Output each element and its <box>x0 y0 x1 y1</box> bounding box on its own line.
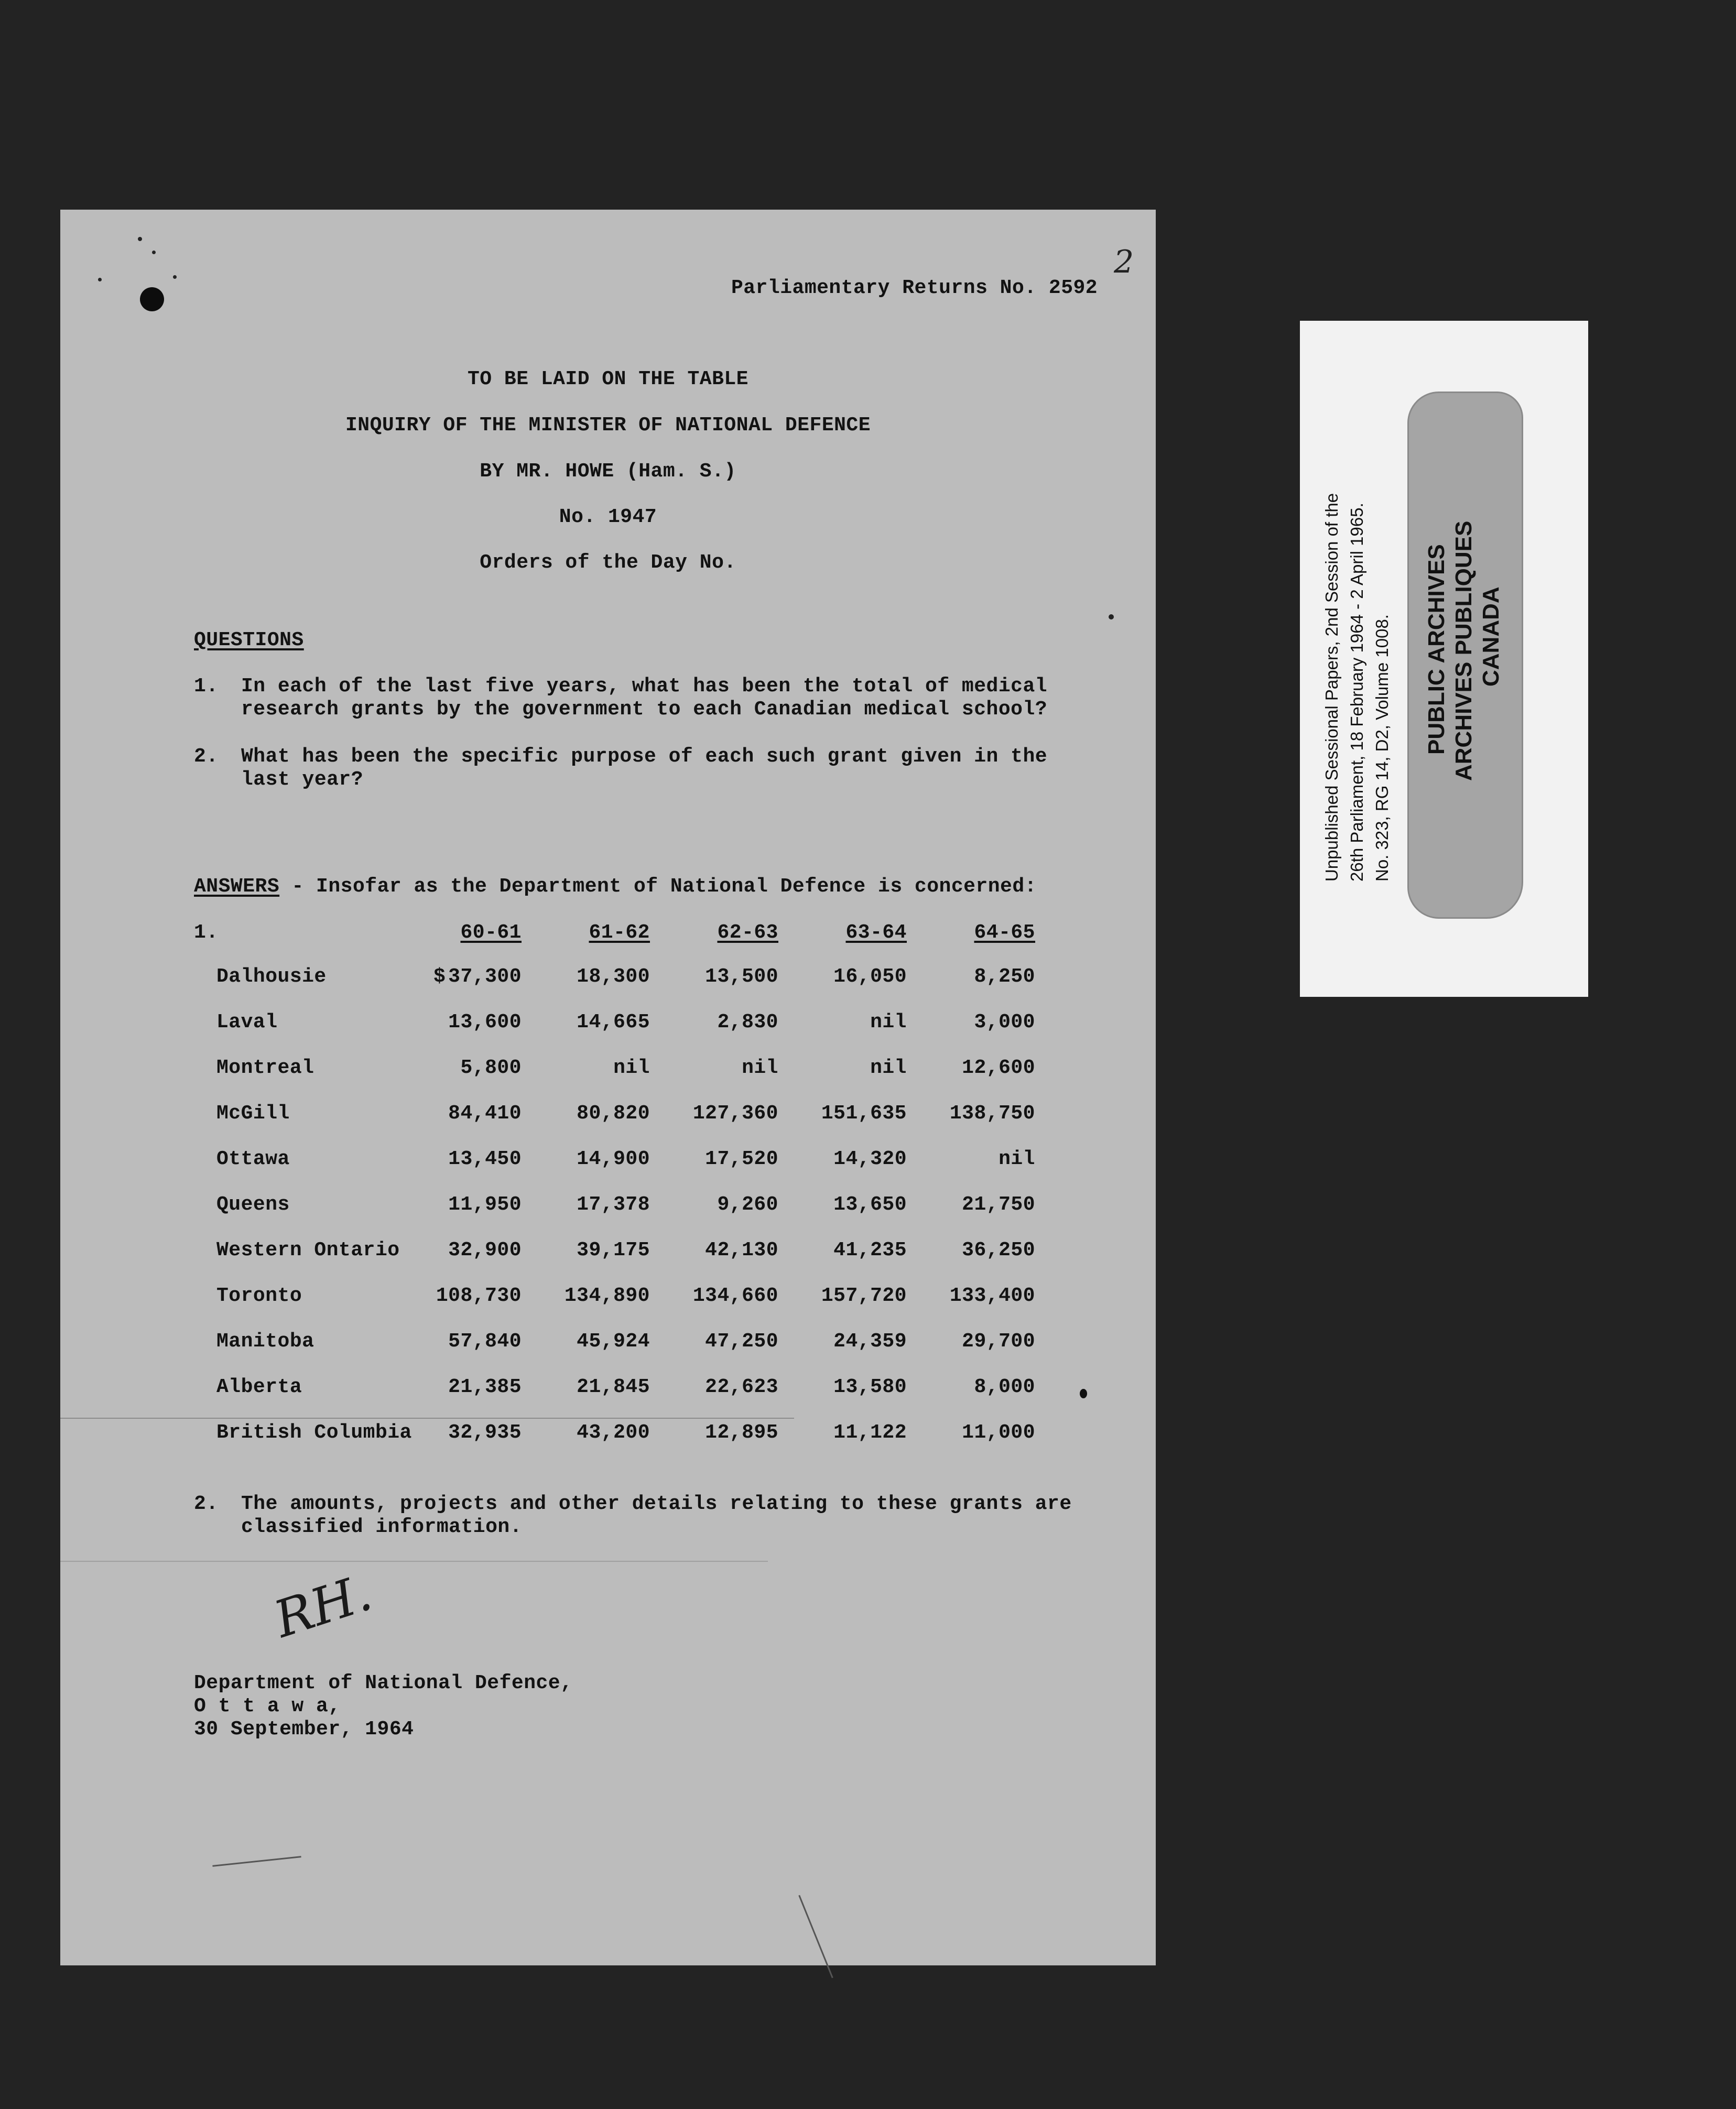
grant-amount: 84,410 <box>448 1102 522 1125</box>
grant-amount: 127,360 <box>692 1102 778 1125</box>
grant-amount: 14,320 <box>833 1148 907 1170</box>
archive-citation-line-1: Unpublished Sessional Papers, 2nd Session of the <box>1322 493 1341 882</box>
question-1-number: 1. <box>194 675 219 698</box>
grant-amount: 11,122 <box>833 1421 907 1444</box>
crease-line <box>60 1561 768 1562</box>
signature-line-2: O t t a w a, <box>194 1695 341 1717</box>
currency-symbol: $ <box>433 965 446 988</box>
grant-amount: 12,600 <box>962 1057 1035 1079</box>
title-line-4: No. 1947 <box>559 506 657 528</box>
grant-amount: 13,650 <box>833 1193 907 1216</box>
grant-amount: 37,300 <box>448 965 522 988</box>
grant-amount: 36,250 <box>962 1239 1035 1262</box>
question-1-line-1: In each of the last five years, what has been the total of medical <box>241 675 1048 698</box>
grant-amount: 17,378 <box>577 1193 650 1216</box>
ink-speck <box>152 251 156 254</box>
grant-amount: 11,950 <box>448 1193 522 1216</box>
pencil-mark <box>798 1895 833 1978</box>
archive-citation-line-2: 26th Parliament, 18 February 1964 - 2 April 1965. <box>1347 503 1366 882</box>
crease-line <box>60 1418 794 1419</box>
school-name: Alberta <box>216 1376 302 1398</box>
questions-heading: QUESTIONS <box>194 629 304 651</box>
grant-amount: 18,300 <box>577 965 650 988</box>
archive-stamp-line-3: CANADA <box>1478 586 1504 687</box>
grant-amount: 43,200 <box>577 1421 650 1444</box>
answer-2-line-1: The amounts, projects and other details relating to these grants are <box>241 1493 1072 1515</box>
school-name: Montreal <box>216 1057 314 1079</box>
title-line-5: Orders of the Day No. <box>480 551 736 574</box>
question-2-number: 2. <box>194 745 219 768</box>
column-header: 61-62 <box>589 921 650 944</box>
grant-amount: 24,359 <box>833 1330 907 1353</box>
grant-amount: 134,890 <box>564 1285 650 1307</box>
archive-stamp-line-2: ARCHIVES PUBLIQUES <box>1451 520 1477 781</box>
grant-amount: 12,895 <box>705 1421 778 1444</box>
pencil-mark <box>212 1856 301 1867</box>
archive-label-card <box>1300 321 1588 997</box>
grant-amount: 11,000 <box>962 1421 1035 1444</box>
title-line-2: INQUIRY OF THE MINISTER OF NATIONAL DEFENCE <box>345 414 871 437</box>
grant-amount: 29,700 <box>962 1330 1035 1353</box>
grant-amount: 22,623 <box>705 1376 778 1398</box>
grant-amount: 9,260 <box>717 1193 778 1216</box>
grant-amount: nil <box>999 1148 1035 1170</box>
answer-2-line-2: classified information. <box>241 1516 522 1538</box>
question-2-line-2: last year? <box>241 768 364 791</box>
grant-amount: 108,730 <box>436 1285 522 1307</box>
grant-amount: nil <box>742 1057 778 1079</box>
grant-amount: 151,635 <box>821 1102 907 1125</box>
grant-amount: 32,935 <box>448 1421 522 1444</box>
grant-amount: 21,750 <box>962 1193 1035 1216</box>
grant-amount: nil <box>870 1057 907 1079</box>
grant-amount: 14,900 <box>577 1148 650 1170</box>
grant-amount: 14,665 <box>577 1011 650 1034</box>
archive-stamp-line-1: PUBLIC ARCHIVES <box>1424 544 1449 755</box>
grant-amount: 133,400 <box>949 1285 1035 1307</box>
return-number: Parliamentary Returns No. 2592 <box>731 277 1098 299</box>
grant-amount: 13,580 <box>833 1376 907 1398</box>
ink-speck <box>1080 1389 1087 1398</box>
grant-amount: 80,820 <box>577 1102 650 1125</box>
answer-1-number: 1. <box>194 921 219 944</box>
archive-stamp <box>1407 392 1523 919</box>
ink-speck <box>173 275 177 279</box>
grant-amount: 17,520 <box>705 1148 778 1170</box>
grant-amount: 13,600 <box>448 1011 522 1034</box>
archive-citation-line-3: No. 323, RG 14, D2, Volume 1008. <box>1372 614 1392 882</box>
grant-amount: 42,130 <box>705 1239 778 1262</box>
grant-amount: 3,000 <box>974 1011 1035 1034</box>
grant-amount: 32,900 <box>448 1239 522 1262</box>
answers-intro: - Insofar as the Department of National Defence is concerned: <box>279 875 1037 898</box>
answers-intro-line <box>194 875 1037 898</box>
grant-amount: 2,830 <box>717 1011 778 1034</box>
school-name: Manitoba <box>216 1330 314 1353</box>
grant-amount: 21,385 <box>448 1376 522 1398</box>
title-line-3: BY MR. HOWE (Ham. S.) <box>480 460 736 483</box>
school-name: British Columbia <box>216 1421 412 1444</box>
ink-spot <box>140 287 164 311</box>
grant-amount: 57,840 <box>448 1330 522 1353</box>
grant-amount: 157,720 <box>821 1285 907 1307</box>
ink-speck <box>1109 614 1114 619</box>
grant-amount: 47,250 <box>705 1330 778 1353</box>
school-name: Ottawa <box>216 1148 290 1170</box>
grant-amount: 8,250 <box>974 965 1035 988</box>
school-name: McGill <box>216 1102 290 1125</box>
column-header: 63-64 <box>845 921 907 944</box>
school-name: Western Ontario <box>216 1239 400 1262</box>
ink-speck <box>138 237 142 241</box>
page-number-mark: 2 <box>1114 244 1134 280</box>
column-header: 62-63 <box>717 921 778 944</box>
grant-amount: 134,660 <box>692 1285 778 1307</box>
question-1-line-2: research grants by the government to each Canadian medical school? <box>241 698 1048 721</box>
grant-amount: 21,845 <box>577 1376 650 1398</box>
grant-amount: 13,500 <box>705 965 778 988</box>
grant-amount: 39,175 <box>577 1239 650 1262</box>
grant-amount: 8,000 <box>974 1376 1035 1398</box>
grant-amount: 138,750 <box>949 1102 1035 1125</box>
signature-line-3: 30 September, 1964 <box>194 1718 414 1741</box>
title-line-1: TO BE LAID ON THE TABLE <box>468 368 748 390</box>
school-name: Laval <box>216 1011 278 1034</box>
answers-heading: ANSWERS <box>194 875 280 898</box>
answer-2-number: 2. <box>194 1493 219 1515</box>
document-page <box>60 210 1156 1965</box>
column-header: 60-61 <box>460 921 522 944</box>
grant-amount: 41,235 <box>833 1239 907 1262</box>
grant-amount: 16,050 <box>833 965 907 988</box>
question-2-line-1: What has been the specific purpose of each such grant given in the <box>241 745 1048 768</box>
signature-line-1: Department of National Defence, <box>194 1672 573 1694</box>
school-name: Toronto <box>216 1285 302 1307</box>
grant-amount: 13,450 <box>448 1148 522 1170</box>
school-name: Dalhousie <box>216 965 327 988</box>
handwritten-initials: RH. <box>267 1563 378 1649</box>
grant-amount: 45,924 <box>577 1330 650 1353</box>
grant-amount: nil <box>613 1057 650 1079</box>
ink-speck <box>98 278 102 281</box>
grant-amount: 5,800 <box>460 1057 522 1079</box>
school-name: Queens <box>216 1193 290 1216</box>
grant-amount: nil <box>870 1011 907 1034</box>
column-header: 64-65 <box>974 921 1035 944</box>
